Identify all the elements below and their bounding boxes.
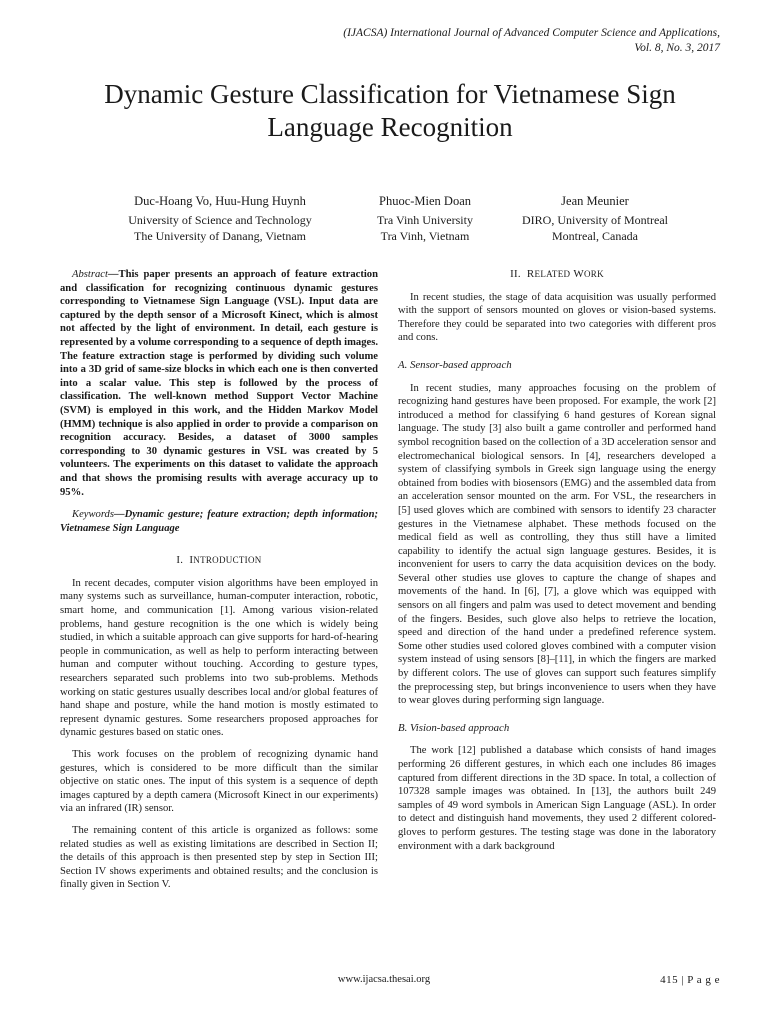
author-block-1 xyxy=(100,193,340,244)
author-block-3 xyxy=(490,193,700,244)
paragraph: In recent studies, the stage of data acquisition was usually performed with the support of sensors mounted on gloves or vision-based systems. Therefore they could be separated into two categories with different pros and cons. xyxy=(398,291,716,344)
author-names: Duc-Hoang Vo, Huu-Hung Huynh xyxy=(134,194,306,208)
paragraph: The work [12] published a database which consists of hand images performing 26 different gestures, in which each one includes 86 images captured from different directions in the 3D space. In total, a collection of 107328 sample images was obtained. In [13], the authors built 249 samples of 49 word symbols in American Sign Language (ASL). In order to detect and distinguish hand movements, they used 2 different colored-gloves to perform gestures. The testing stage was done in the laboratory environment with a dark background xyxy=(398,745,716,852)
volume-info: Vol. 8, No. 3, 2017 xyxy=(634,42,720,54)
author-names: Phuoc-Mien Doan xyxy=(379,194,471,208)
subsection-heading-vision-based: B. Vision-based approach xyxy=(398,721,510,734)
title-line-1: Dynamic Gesture Classification for Vietnamese Sign xyxy=(104,79,676,109)
keywords-label: Keywords xyxy=(72,509,114,521)
paragraph: In recent decades, computer vision algorithms have been employed in many systems such as surveillance, human-computer interaction, robotic, smart home, and communication [1]. Among various vision-related problems, hand gesture recognition is the one which is widely being studied, in which a suitable approach can give supports for hard-of-hearing people in communication, as well as help to perform interacting between human and computer without touching. According to gesture types, researchers separated such problems into two sub-problems. Methods working on static gestures usually describes local and/or global features of hand shape and posture, while the hand motion is mostly estimated to represent dynamic gestures. Some researchers proposed approaches for dynamic gestures based on static ones. xyxy=(60,577,379,739)
title-line-2: Language Recognition xyxy=(267,112,513,142)
author-affiliation: Tra Vinh University xyxy=(377,213,473,227)
running-header xyxy=(120,26,720,56)
paragraph: This work focuses on the problem of recognizing dynamic hand gestures, which is considered to be more difficult than the similar objective on static ones. The input of this system is a sequence of depth images captured by a depth camera (Microsoft Kinect in our experiments) via an infrared (IR) sensor. xyxy=(60,749,378,815)
footer-page-number: 415 | P a g e xyxy=(660,974,720,986)
author-location: The University of Danang, Vietnam xyxy=(133,229,306,243)
author-location: Tra Vinh, Vietnam xyxy=(380,229,470,243)
author-names: Jean Meunier xyxy=(561,194,629,208)
left-column xyxy=(60,268,378,900)
keywords-text: —Dynamic gesture; feature extraction; depth information; Vietnamese Sign Language xyxy=(60,509,378,534)
author-location: Montreal, Canada xyxy=(552,229,638,243)
keywords xyxy=(60,508,378,535)
footer-url: www.ijacsa.thesai.org xyxy=(337,974,431,985)
abstract xyxy=(60,268,378,499)
paragraph: In recent studies, many approaches focusing on the problem of recognizing hand gestures have been proposed. For example, the work [2] introduced a method for classifying 6 hand gestures of Korean signal language. The study [3] also built a game controller and performed hand symbol recognition based on the collection of a 3D acceleration sensor and electromechanical biological sensors. In [4], researchers developed a system of classifying symbols in Greek sign language using the energy obtained from bodies with biosensors (EMG) and the assembled data from an acceleration sensor mounted on the arm. For VSL, the researchers in [5] used gloves which are combined with sensors to identify 23 character gestures in the Vietnamese alphabet. These methods focused on the medical field as well as controlling, they thus still have a limited capability to identify the actual sign language gestures. Besides, it is inconvenient for users to carry the data acquisition devices on the body. Several other studies use gloves to capture the change of shapes and movements of the hand. In [6], [7], a glove which was equipped with sensors on all fingers and palm was used to detect movement and bending of the fingers. Besides, such glove also helps to retrieve the location, speed and direction of the hand under a predefined reference system. Some other studies used colored gloves combined with a computer vision system instead of using sensors [8]–[11], in which the fingers are marked by different colors. The use of gloves can support such features simplify the preprocessing step, but brings inconvenience to users when they have to wear gloves during performing sign language. xyxy=(398,382,717,707)
paragraph: The remaining content of this article is organized as follows: some related studies as well as existing limitations are described in Section II; the details of this approach is then presented step by step in Section III; Section IV shows experiments and obtained results; and the conclusion is finally given in Section V. xyxy=(60,824,378,891)
right-column xyxy=(398,268,716,861)
abstract-text: —This paper presents an approach of feature extraction and classification for recognizing continuous dynamic gestures corresponding to Vietnamese Sign Language (VSL). Input data are captured by the depth sensor of a Microsoft Kinect, which is almost not affected by the light of environment. In detail, each gesture is represented by a volume corresponding to a sequence of depth images. The feature extraction stage is performed by dividing such volume into a 3D grid of same-size blocks in which each one is then converted into a scalar value. This step is followed by the process of classification. The well-known method Support Vector Machine (SVM) is employed in this work, and the Hidden Markov Model (HMM) technique is also applied in order to provide a comparison on recognition accuracy. Besides, a dataset of 3000 samples corresponding to 30 dynamic gestures in VSL was created by 5 volunteers. The experiments on this dataset to validate the approach and that shows the promising results with average accuracy up to 95%. xyxy=(60,269,378,498)
section-heading-related-work: II. RELATED WORK xyxy=(510,268,604,280)
abstract-label: Abstract xyxy=(72,269,108,280)
author-affiliation: University of Science and Technology xyxy=(128,213,312,227)
journal-name: (IJACSA) International Journal of Advanced Computer Science and Applications, xyxy=(343,27,720,39)
paper-title xyxy=(40,78,740,144)
section-heading-introduction: I. INTRODUCTION xyxy=(176,554,262,567)
author-affiliation: DIRO, University of Montreal xyxy=(522,213,668,227)
subsection-heading-sensor-based: A. Sensor-based approach xyxy=(398,358,512,371)
